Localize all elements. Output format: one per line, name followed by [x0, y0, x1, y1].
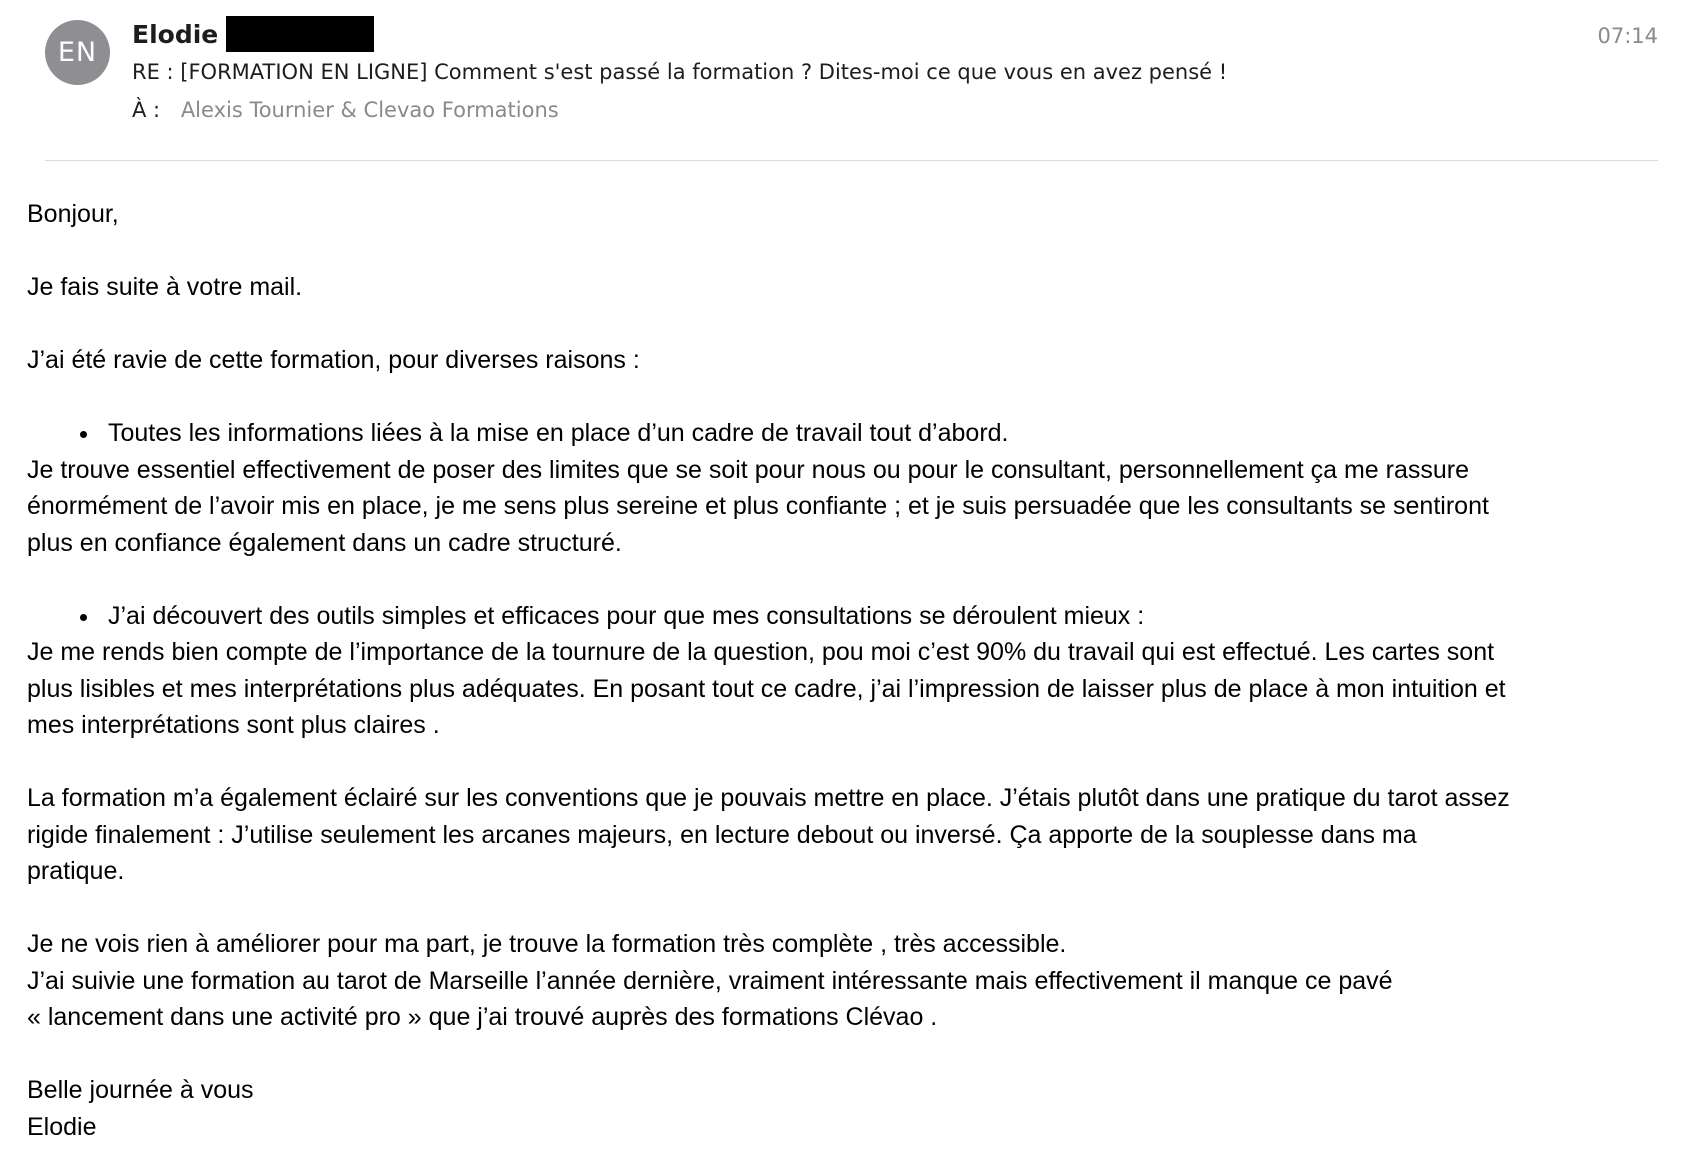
body-line: mes interprétations sont plus claires .: [27, 711, 440, 739]
body-line: Je ne vois rien à améliorer pour ma part, je trouve la formation très complète , très accessible.: [27, 930, 1067, 958]
body-paragraph: Je fais suite à votre mail.: [27, 273, 303, 301]
message-body: [27, 196, 1687, 1145]
body-line: énormément de l’avoir mis en place, je me sens plus sereine et plus confiante ; et je suis persuadée que les consultants se sentiront: [27, 492, 1489, 520]
recipients-row: [132, 98, 559, 122]
header-divider: [45, 160, 1658, 161]
body-line: J’ai suivie une formation au tarot de Marseille l’année dernière, vraiment intéressante mais effectivement il manque ce pavé: [27, 966, 1393, 995]
body-line: pratique.: [27, 857, 125, 885]
body-line: « lancement dans une activité pro » que j’ai trouvé auprès des formations Clévao .: [27, 1003, 938, 1031]
body-line: Je me rends bien compte de l’importance de la tournure de la question, pou moi c’est 90% du travail qui est effectué. Les cartes sont: [27, 638, 1495, 666]
body-line: rigide finalement : J’utilise seulement les arcanes majeurs, en lecture debout ou inversé. Ça apporte de la souplesse dans ma: [27, 820, 1417, 849]
body-line: Je trouve essentiel effectivement de poser des limites que se soit pour nous ou pour le consultant, personnellement ça me rassure: [27, 455, 1470, 484]
recipients-label: À :: [132, 98, 161, 122]
message-time: 07:14: [1597, 24, 1658, 48]
closing: Belle journée à vous: [27, 1076, 254, 1104]
sender-row: [132, 16, 374, 52]
redaction-box: [226, 16, 374, 52]
recipients-value[interactable]: Alexis Tournier & Clevao Formations: [180, 98, 559, 122]
message-subject: RE : [FORMATION EN LIGNE] Comment s'est passé la formation ? Dites-moi ce que vous en avez pensé !: [132, 60, 1228, 84]
sender-name[interactable]: Elodie: [132, 19, 219, 49]
body-line: La formation m’a également éclairé sur les conventions que je pouvais mettre en place. J’étais plutôt dans une pratique du tarot assez: [27, 784, 1510, 812]
signature: Elodie: [27, 1112, 97, 1141]
message-header: [0, 0, 1698, 162]
greeting: Bonjour,: [27, 200, 119, 228]
bullet-item: J’ai découvert des outils simples et efficaces pour que mes consultations se déroulent mieux :: [27, 598, 1687, 635]
body-line: plus lisibles et mes interprétations plus adéquates. En posant tout ce cadre, j’ai l’impression de laisser plus de place à mon intuition et: [27, 674, 1506, 703]
body-paragraph: J’ai été ravie de cette formation, pour diverses raisons :: [27, 346, 640, 374]
sender-avatar[interactable]: EN: [45, 20, 110, 85]
body-line: plus en confiance également dans un cadre structuré.: [27, 528, 622, 557]
bullet-item: Toutes les informations liées à la mise en place d’un cadre de travail tout d’abord.: [27, 415, 1687, 452]
